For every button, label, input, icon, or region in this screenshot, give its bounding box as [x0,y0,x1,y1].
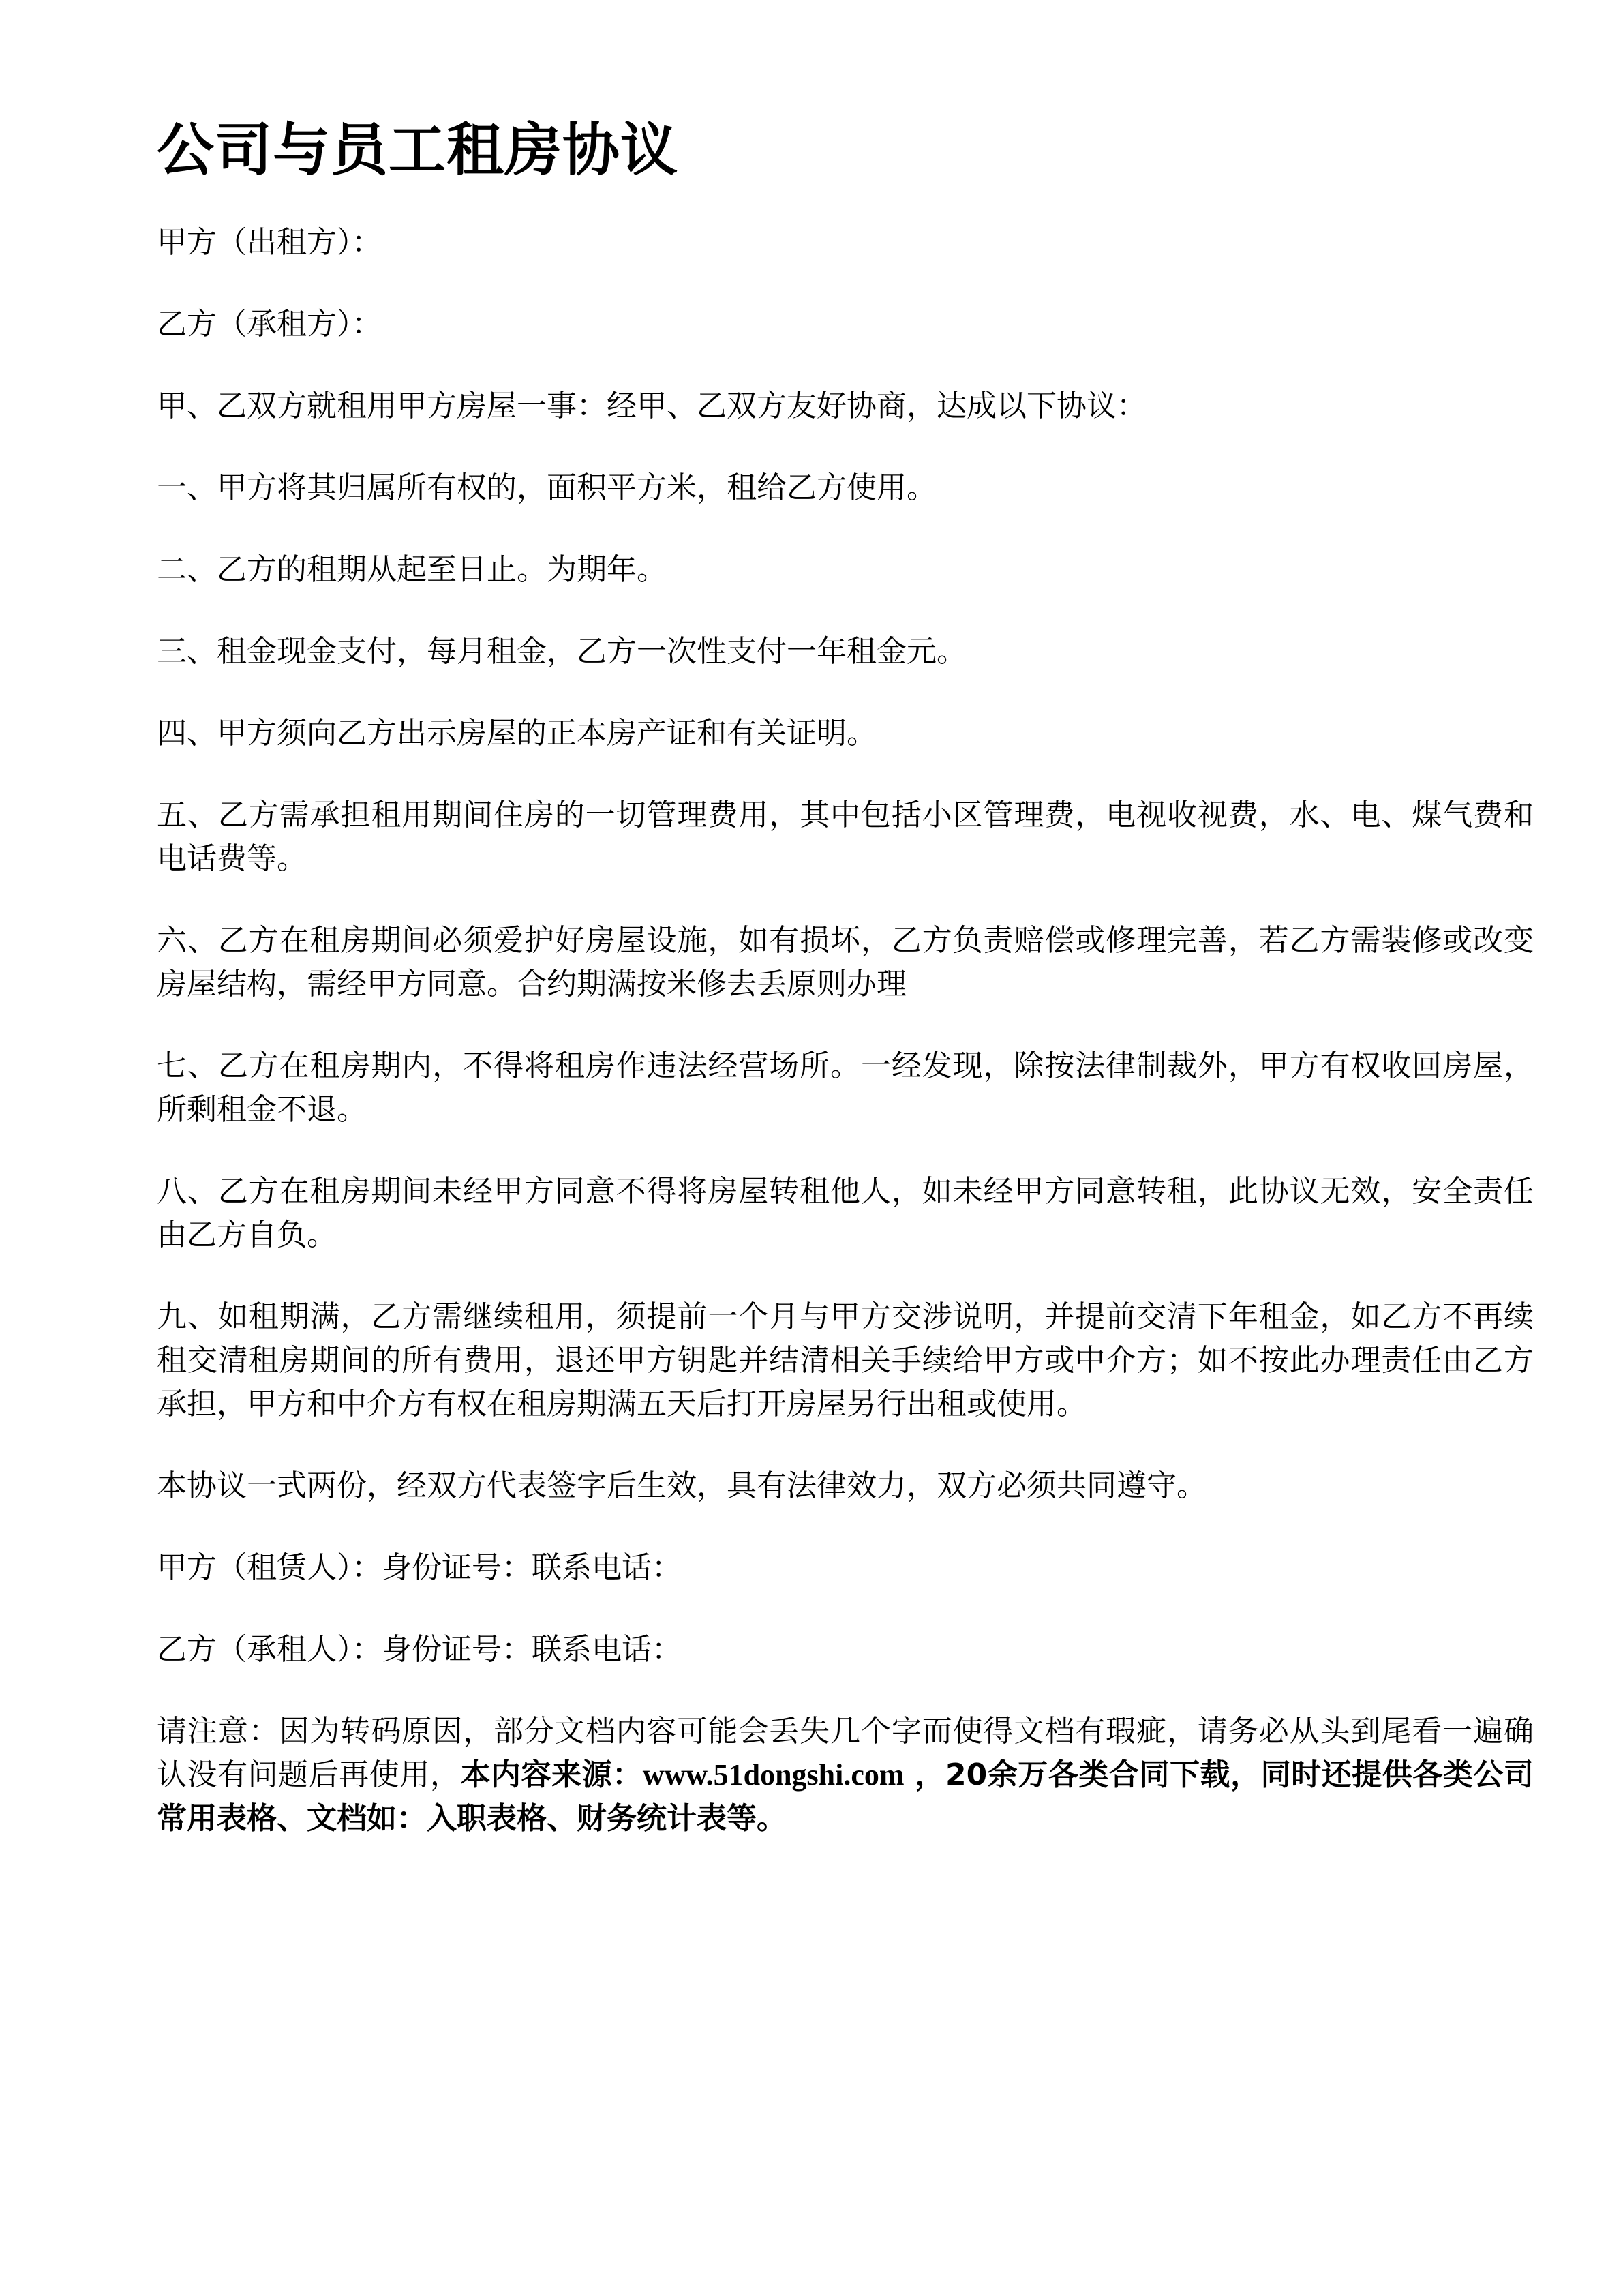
clause-6: 六、乙方在租房期间必须爱护好房屋设施，如有损坏，乙方负责赔偿或修理完善，若乙方需装修或改变房屋结构，需经甲方同意。合约期满按米修去丢原则办理 [157,923,1534,1001]
clause-8: 八、乙方在租房期间未经甲方同意不得将房屋转租他人，如未经甲方同意转租，此协议无效，安全责任由乙方自负。 [157,1174,1534,1252]
intro-paragraph: 甲、乙双方就租用甲方房屋一事：经甲、乙双方友好协商，达成以下协议： [157,389,1147,423]
source-notice [157,1710,1534,1841]
clause-2: 二、乙方的租期从起至日止。为期年。 [157,552,667,587]
notice-bold-text: ，20余万各类合同下载，同时还提供各类公司常用表格、文档如：入职表格、财务统计表等。 [157,1757,1534,1836]
clause-4: 四、甲方须向乙方出示房屋的正本房产证和有关证明。 [157,716,877,751]
clause-7: 七、乙方在租房期内，不得将租房作违法经营场所。一经发现，除按法律制裁外，甲方有权收回房屋，所剩租金不退。 [157,1048,1534,1127]
signature-line-party-a: 甲方（租赁人）：身份证号：联系电话： [157,1550,682,1585]
notice-source-label: 本内容来源： [460,1757,643,1792]
clause-1: 一、甲方将其归属所有权的，面积平方米，租给乙方使用。 [157,470,937,505]
party-b-line: 乙方（承租方）： [157,307,382,342]
clause-3: 三、租金现金支付，每月租金，乙方一次性支付一年租金元。 [157,634,967,669]
document-title: 公司与员工租房协议 [157,117,679,183]
clause-9: 九、如租期满，乙方需继续租用，须提前一个月与甲方交涉说明，并提前交清下年租金，如乙方不再续租交清租房期间的所有费用，退还甲方钥匙并结清相关手续给甲方或中介方；如不按此办理责任由乙方承担，甲方和中介方有权在租房期满五天后打开房屋另行出租或使用。 [157,1299,1534,1421]
source-url-link[interactable]: www.51dongshi.com [642,1758,905,1792]
party-a-line: 甲方（出租方）： [157,225,382,260]
clause-5: 五、乙方需承担租用期间住房的一切管理费用，其中包括小区管理费，电视收视费，水、电、煤气费和电话费等。 [157,798,1534,876]
closing-paragraph: 本协议一式两份，经双方代表签字后生效，具有法律效力，双方必须共同遵守。 [157,1468,1207,1503]
signature-line-party-b: 乙方（承租人）：身份证号：联系电话： [157,1632,682,1667]
notice-plain-text: 请注意：因为转码原因，部分文档内容可能会丢失几个字而使得文档有瑕疵，请务必从头到尾看一遍确认没有问题后再使用， [157,1714,1534,1792]
document-page [157,109,1534,1841]
